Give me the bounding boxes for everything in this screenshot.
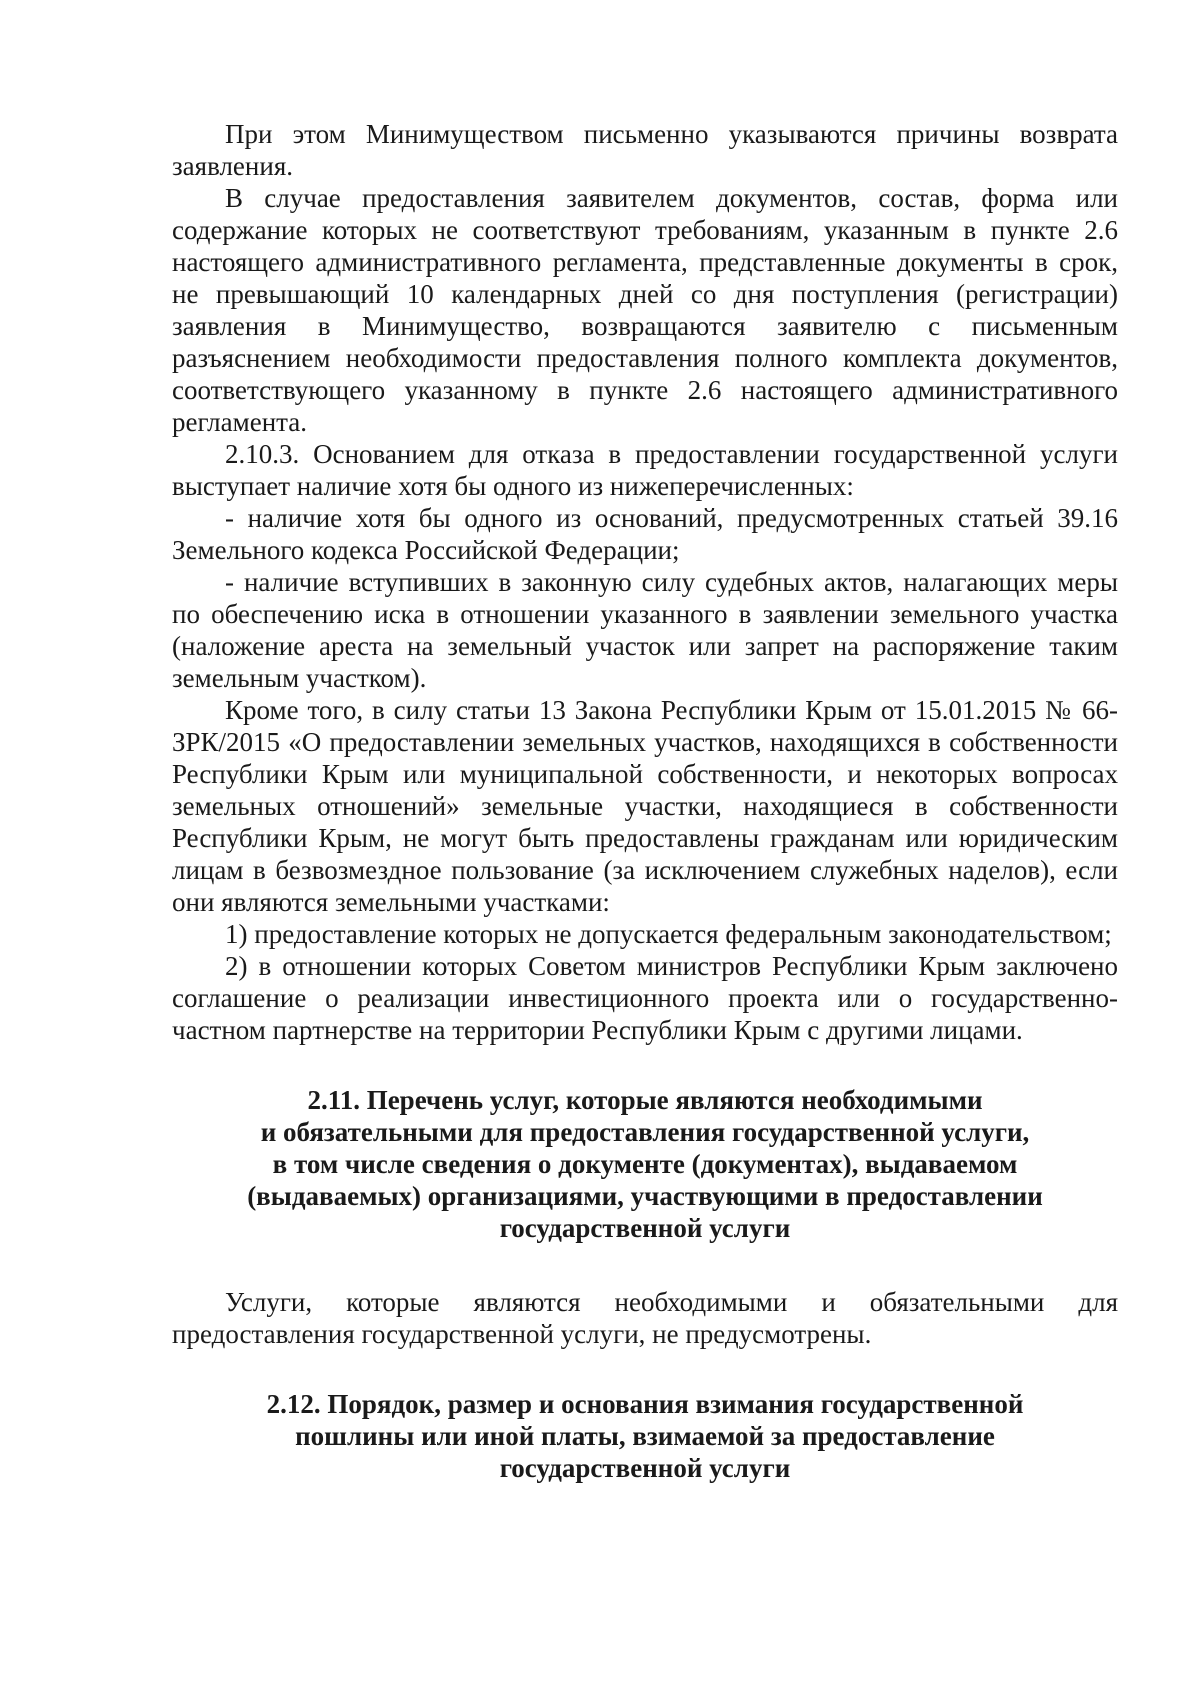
heading-line: пошлины или иной платы, взимаемой за предоставление — [295, 1421, 995, 1451]
list-item-federal-law: 1) предоставление которых не допускается федеральным законодательством; — [225, 919, 1112, 949]
list-item-investment-agreement: 2) в отношении которых Советом министров Республики Крым заключено соглашение о реализации инвестиционного проекта или о государственно-частном партнерстве на территории Республики Крым с другими лицами. — [172, 951, 1118, 1045]
heading-line: государственной услуги — [499, 1453, 791, 1483]
heading-line: 2.12. Порядок, размер и основания взимания государственной — [266, 1389, 1024, 1419]
heading-line: в том числе сведения о документе (документах), выдаваемом — [272, 1149, 1018, 1179]
paragraph-crimea-law: Кроме того, в силу статьи 13 Закона Республики Крым от 15.01.2015 № 66-ЗРК/2015 «О предоставлении земельных участков, находящихся в собственности Республики Крым или муниципальной собственности, и некоторых вопросах земельных отношений» земельные участки, находящиеся в собственности Республики Крым, не могут быть предоставлены гражданам или юридическим лицам в безвозмездное пользование (за исключением служебных наделов), если они являются земельными участками: — [172, 695, 1118, 917]
section-heading-2-11 — [172, 1084, 1118, 1244]
paragraph-documents-return: В случае предоставления заявителем документов, состав, форма или содержание которых не соответствуют требованиям, указанным в пункте 2.6 настоящего административного регламента, представленные документы в срок, не превышающий 10 календарных дней со дня поступления (регистрации) заявления в Минимущество, возвращаются заявителю с письменным разъяснением необходимости предоставления полного комплекта документов, соответствующего указанному в пункте 2.6 настоящего административного регламента. — [172, 183, 1118, 437]
list-item-court-acts: - наличие вступивших в законную силу судебных актов, налагающих меры по обеспечению иска в отношении указанного в заявлении земельного участка (наложение ареста на земельный участок или запрет на распоряжение таким земельным участком). — [172, 567, 1118, 693]
list-item-land-code: - наличие хотя бы одного из оснований, предусмотренных статьей 39.16 Земельного кодекса Российской Федерации; — [172, 503, 1118, 565]
section-heading-2-12 — [172, 1388, 1118, 1484]
document-body — [172, 118, 1118, 1484]
heading-line: и обязательными для предоставления государственной услуги, — [260, 1117, 1030, 1147]
paragraph-services-not-provided: Услуги, которые являются необходимыми и обязательными для предоставления государственной услуги, не предусмотрены. — [172, 1287, 1118, 1349]
heading-line: (выдаваемых) организациями, участвующими в предоставлении — [247, 1181, 1043, 1211]
paragraph-refusal-grounds: 2.10.3. Основанием для отказа в предоставлении государственной услуги выступает наличие хотя бы одного из нижеперечисленных: — [172, 439, 1118, 501]
paragraph-return-reasons: При этом Минимуществом письменно указываются причины возврата заявления. — [172, 119, 1118, 181]
heading-line: государственной услуги — [499, 1213, 791, 1243]
heading-line: 2.11. Перечень услуг, которые являются необходимыми — [307, 1085, 983, 1115]
